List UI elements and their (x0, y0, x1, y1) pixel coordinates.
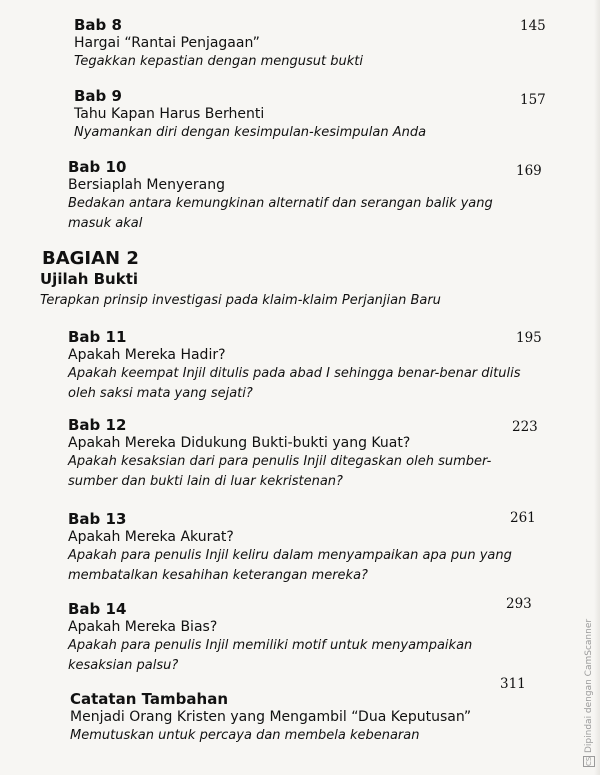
chapter-description-line-1: Apakah para penulis Injil keliru dalam menyampaikan apa pun yang (68, 548, 512, 563)
chapter-description: Nyamankan diri dengan kesimpulan-kesimpulan Anda (74, 125, 427, 140)
scanner-watermark (582, 617, 596, 767)
appendix-title: Menjadi Orang Kristen yang Mengambil “Dua Keputusan” (70, 709, 472, 725)
chapter-number: Bab 12 (68, 416, 127, 434)
chapter-description-line-2: oleh saksi mata yang sejati? (68, 386, 253, 401)
appendix-description: Memutuskan untuk percaya dan membela kebenaran (70, 728, 420, 743)
chapter-title: Bersiaplah Menyerang (68, 177, 225, 193)
chapter-description-line-2: membatalkan kesahihan keterangan mereka? (68, 568, 368, 583)
page-number: 157 (520, 92, 546, 108)
toc-entry-bab-14[interactable] (68, 600, 472, 676)
page-number: 311 (500, 676, 526, 692)
watermark-text: Dipindai dengan CamScanner (584, 618, 594, 753)
part-label: BAGIAN 2 (42, 248, 139, 269)
toc-entry-bab-12[interactable] (68, 416, 491, 492)
chapter-number: Bab 8 (74, 16, 122, 34)
camscanner-logo-icon: CS (585, 756, 593, 766)
appendix-label: Catatan Tambahan (70, 690, 229, 708)
chapter-number: Bab 13 (68, 510, 127, 528)
chapter-description-line-1: Apakah kesaksian dari para penulis Injil ditegaskan oleh sumber- (68, 454, 492, 469)
chapter-title: Tahu Kapan Harus Berhenti (74, 106, 265, 122)
chapter-description-line-2: kesaksian palsu? (68, 658, 179, 673)
chapter-title: Apakah Mereka Hadir? (68, 347, 226, 363)
chapter-title: Hargai “Rantai Penjagaan” (74, 35, 260, 51)
toc-entry-bab-10[interactable] (68, 158, 493, 234)
chapter-description-line-1: Apakah keempat Injil ditulis pada abad I sehingga benar-benar ditulis (68, 366, 521, 381)
chapter-description-line-1: Bedakan antara kemungkinan alternatif dan serangan balik yang (68, 196, 493, 211)
chapter-number: Bab 9 (74, 87, 122, 105)
chapter-description-line-2: sumber dan bukti lain di luar kekristenan? (68, 474, 343, 489)
part-title: Ujilah Bukti (40, 270, 139, 288)
page-number: 223 (512, 419, 538, 435)
chapter-number: Bab 14 (68, 600, 127, 618)
chapter-title: Apakah Mereka Didukung Bukti-bukti yang Kuat? (68, 435, 411, 451)
page-number: 261 (510, 510, 536, 526)
toc-entry-bab-13[interactable] (68, 510, 512, 586)
toc-entry-bab-8[interactable] (74, 16, 363, 72)
chapter-title: Apakah Mereka Bias? (68, 619, 218, 635)
chapter-number: Bab 10 (68, 158, 127, 176)
chapter-description: Tegakkan kepastian dengan mengusut bukti (74, 54, 363, 69)
toc-entry-catatan-tambahan[interactable] (70, 690, 471, 746)
toc-entry-bab-9[interactable] (74, 87, 426, 143)
toc-entry-bab-11[interactable] (68, 328, 520, 404)
part-description: Terapkan prinsip investigasi pada klaim-klaim Perjanjian Baru (40, 293, 441, 308)
chapter-description-line-2: masuk akal (68, 216, 143, 231)
page-number: 169 (516, 163, 542, 179)
page-number: 293 (506, 596, 532, 612)
chapter-title: Apakah Mereka Akurat? (68, 529, 234, 545)
chapter-number: Bab 11 (68, 328, 127, 346)
page-number: 145 (520, 18, 546, 34)
chapter-description-line-1: Apakah para penulis Injil memiliki motif untuk menyampaikan (68, 638, 473, 653)
page-number: 195 (516, 330, 542, 346)
